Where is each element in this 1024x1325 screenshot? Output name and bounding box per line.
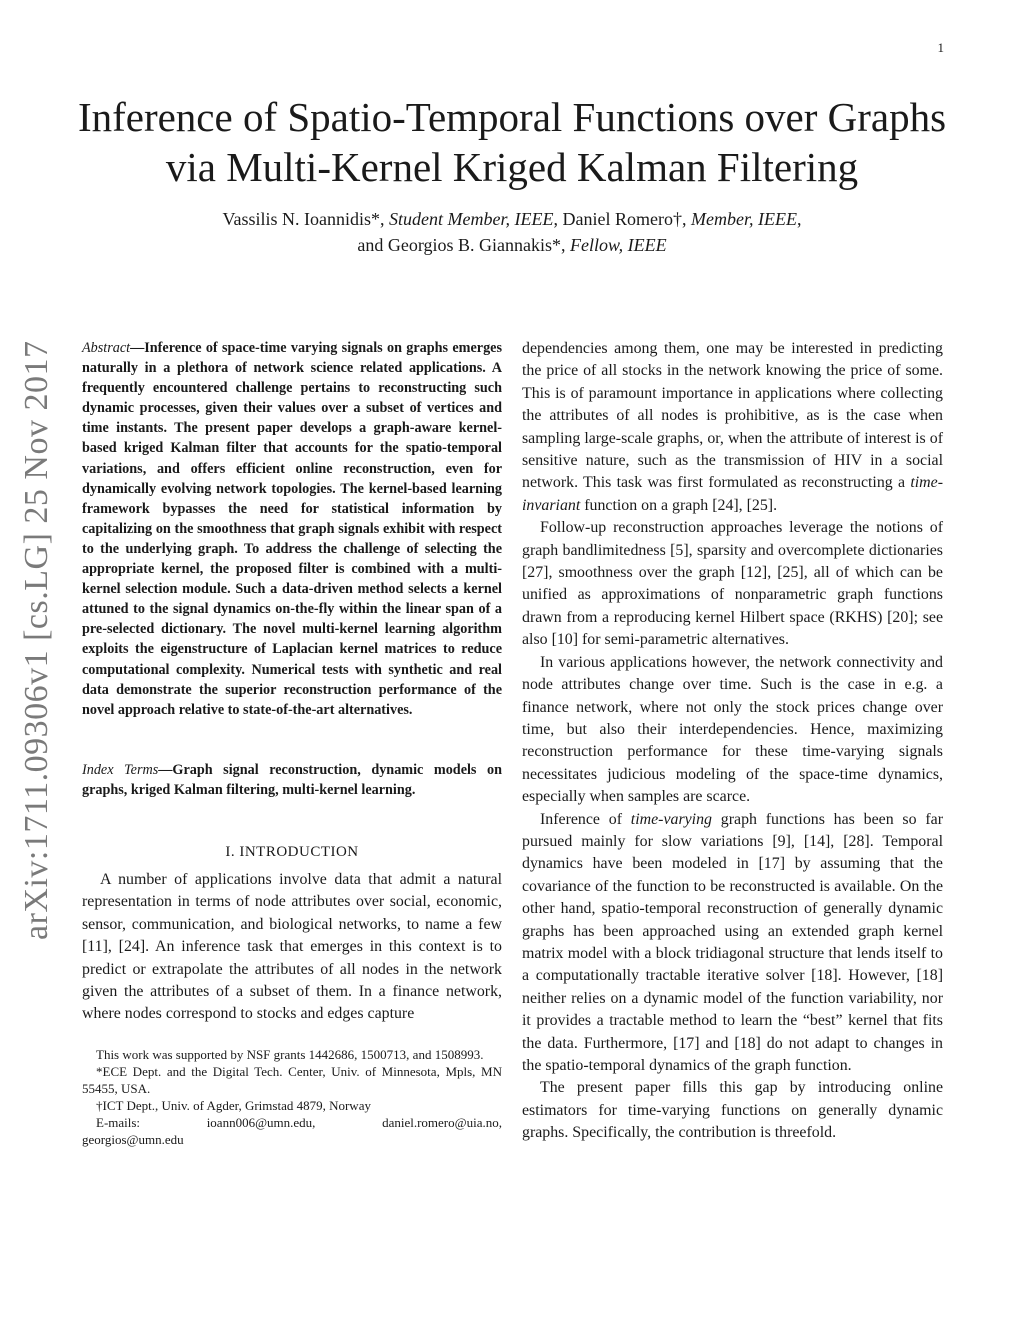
- author-2-name: , Daniel Romero†,: [553, 209, 691, 229]
- p1-text-b: function on a graph [24], [25].: [580, 496, 778, 514]
- paper-title: [60, 92, 964, 192]
- index-terms-text: —Graph signal reconstruction, dynamic models on graphs, kriged Kalman filtering, multi-kernel learning.: [82, 761, 502, 798]
- page-number: 1: [937, 40, 944, 55]
- footnote-affiliation-2: †ICT Dept., Univ. of Agder, Grimstad 4879, Norway: [96, 1097, 371, 1113]
- index-terms-label: Index Terms: [82, 761, 159, 778]
- footnote-emails: [82, 1114, 502, 1131]
- p1-text-a: dependencies among them, one may be interested in predicting the price of all stocks in the network knowing the price of some. This is of paramount importance in applications where collecting the attributes of all nodes is prohibitive, as is the case when sampling large-scale graphs, or, when the attribute of interest is of sensitive nature, such as the transmission of HIV in a social network. This task was first formulated as reconstructing a: [522, 340, 943, 492]
- arxiv-stamp: arXiv:1711.09306v1 [cs.LG] 25 Nov 2017: [18, 340, 55, 940]
- author-block: [80, 206, 944, 258]
- intro-paragraph-1: A number of applications involve data that admit a natural representation in terms of node attributes over social, economic, sensor, communication, and biological networks, to name a few [11], [24]. An inference task that emerges in this context is to predict or extrapolate the attributes of all nodes in the network given the attributes of a subset of them. In a finance network, where nodes correspond to stocks and edges capture: [82, 870, 502, 1023]
- author-2-role: Member, IEEE: [690, 209, 797, 229]
- intro-paragraph-3: In various applications however, the network connectivity and node attributes change over time. Such is the case in e.g. a finance network, where not only the stock prices change over time, but also their interdependencies. Hence, maximizing reconstruction performance for these time-varying signals necessitates judicious modeling of the space-time dynamics, especially when samples are scarce.: [522, 653, 943, 806]
- abstract: [82, 338, 502, 720]
- title-line-1: Inference of Spatio-Temporal Functions over Graphs: [77, 94, 947, 140]
- p4-text-a: Inference of: [540, 810, 631, 828]
- footnotes: [82, 1046, 502, 1148]
- index-terms: [82, 760, 502, 800]
- author-3-name: and Georgios B. Giannakis*,: [357, 235, 570, 255]
- left-column: [82, 338, 502, 1148]
- p4-text-b: graph functions has been so far pursued mainly for slow variations [9], [14], [28]. Temporal dynamics have been modeled in [17] by assuming that the covariance of the function to be reconstructed is available. On the other hand, spatio-temporal reconstruction of generally dynamic graphs has been approached using an extended graph kernel matrix model with a block tridiagonal structure that lends itself to a computationally tractable iterative solver [18]. However, [18] neither relies on a dynamic model of the function variability, nor it provides a tractable method to learn the “best” kernel that fits the data. Furthermore, [17] and [18] do not adapt to changes in the spatio-temporal dynamics of the graph function.: [522, 810, 943, 1074]
- author-line-1: [80, 206, 944, 232]
- author-line-2: [80, 232, 944, 258]
- footnote-funding: This work was supported by NSF grants 1442686, 1500713, and 1508993.: [96, 1046, 484, 1062]
- intro-paragraph-4: [522, 809, 943, 1078]
- p4-emphasis: time-varying: [630, 810, 712, 828]
- abstract-label: Abstract: [82, 340, 131, 356]
- right-column: [522, 338, 943, 1145]
- email-giannakis: georgios@umn.edu: [82, 1131, 184, 1147]
- section-heading-introduction: I. INTRODUCTION: [225, 843, 359, 860]
- author-1-role: Student Member, IEEE: [389, 209, 554, 229]
- footnote-affiliation-1: *ECE Dept. and the Digital Tech. Center, Univ. of Minnesota, Mpls, MN 55455, USA.: [82, 1063, 502, 1096]
- abstract-text: —Inference of space-time varying signals on graphs emerges naturally in a plethora of network science related applications. A frequently encountered challenge pertains to reconstructing such dynamic processes, given their values over a subset of vertices and time instants. The present paper develops a graph-aware kernel-based kriged Kalman filter that accounts for the spatio-temporal variations, and offers efficient online reconstruction, even for dynamically evolving network topologies. The kernel-based learning framework bypasses the need for statistical information by capitalizing on the smoothness that graph signals exhibit with respect to the underlying graph. To address the challenge of selecting the appropriate kernel, the proposed filter is combined with a multi-kernel selection module. Such a data-driven method selects a kernel attuned to the signal dynamics on-the-fly within the linear span of a pre-selected dictionary. The novel multi-kernel learning algorithm exploits the eigenstructure of Laplacian kernel matrices to reduce computational complexity. Numerical tests with synthetic and real data demonstrate the superior reconstruction performance of the novel approach relative to state-of-the-art alternatives.: [82, 340, 502, 718]
- author-1-name: Vassilis N. Ioannidis*,: [222, 209, 390, 229]
- email-romero: daniel.romero@uia.no,: [382, 1114, 502, 1130]
- intro-paragraph-1-continued: [522, 338, 943, 517]
- intro-paragraph-5: The present paper fills this gap by introducing online estimators for time-varying functions on generally dynamic graphs. Specifically, the contribution is threefold.: [522, 1079, 943, 1142]
- email-ioannidis: ioann006@umn.edu,: [206, 1114, 316, 1130]
- p1-emphasis: time-invariant: [522, 474, 943, 514]
- title-line-2: via Multi-Kernel Kriged Kalman Filtering: [165, 144, 859, 190]
- emails-label: E-mails:: [96, 1114, 141, 1130]
- author-line-1-end: ,: [796, 209, 802, 229]
- author-3-role: Fellow, IEEE: [570, 235, 667, 255]
- intro-paragraph-2: Follow-up reconstruction approaches leverage the notions of graph bandlimitedness [5], sparsity and overcomplete dictionaries [27], smoothness over the graph [12], [25], all of which can be unified as approximations of nonparametric graph functions drawn from a reproducing kernel Hilbert space (RKHS) [20]; see also [10] for semi-parametric alternatives.: [522, 519, 943, 649]
